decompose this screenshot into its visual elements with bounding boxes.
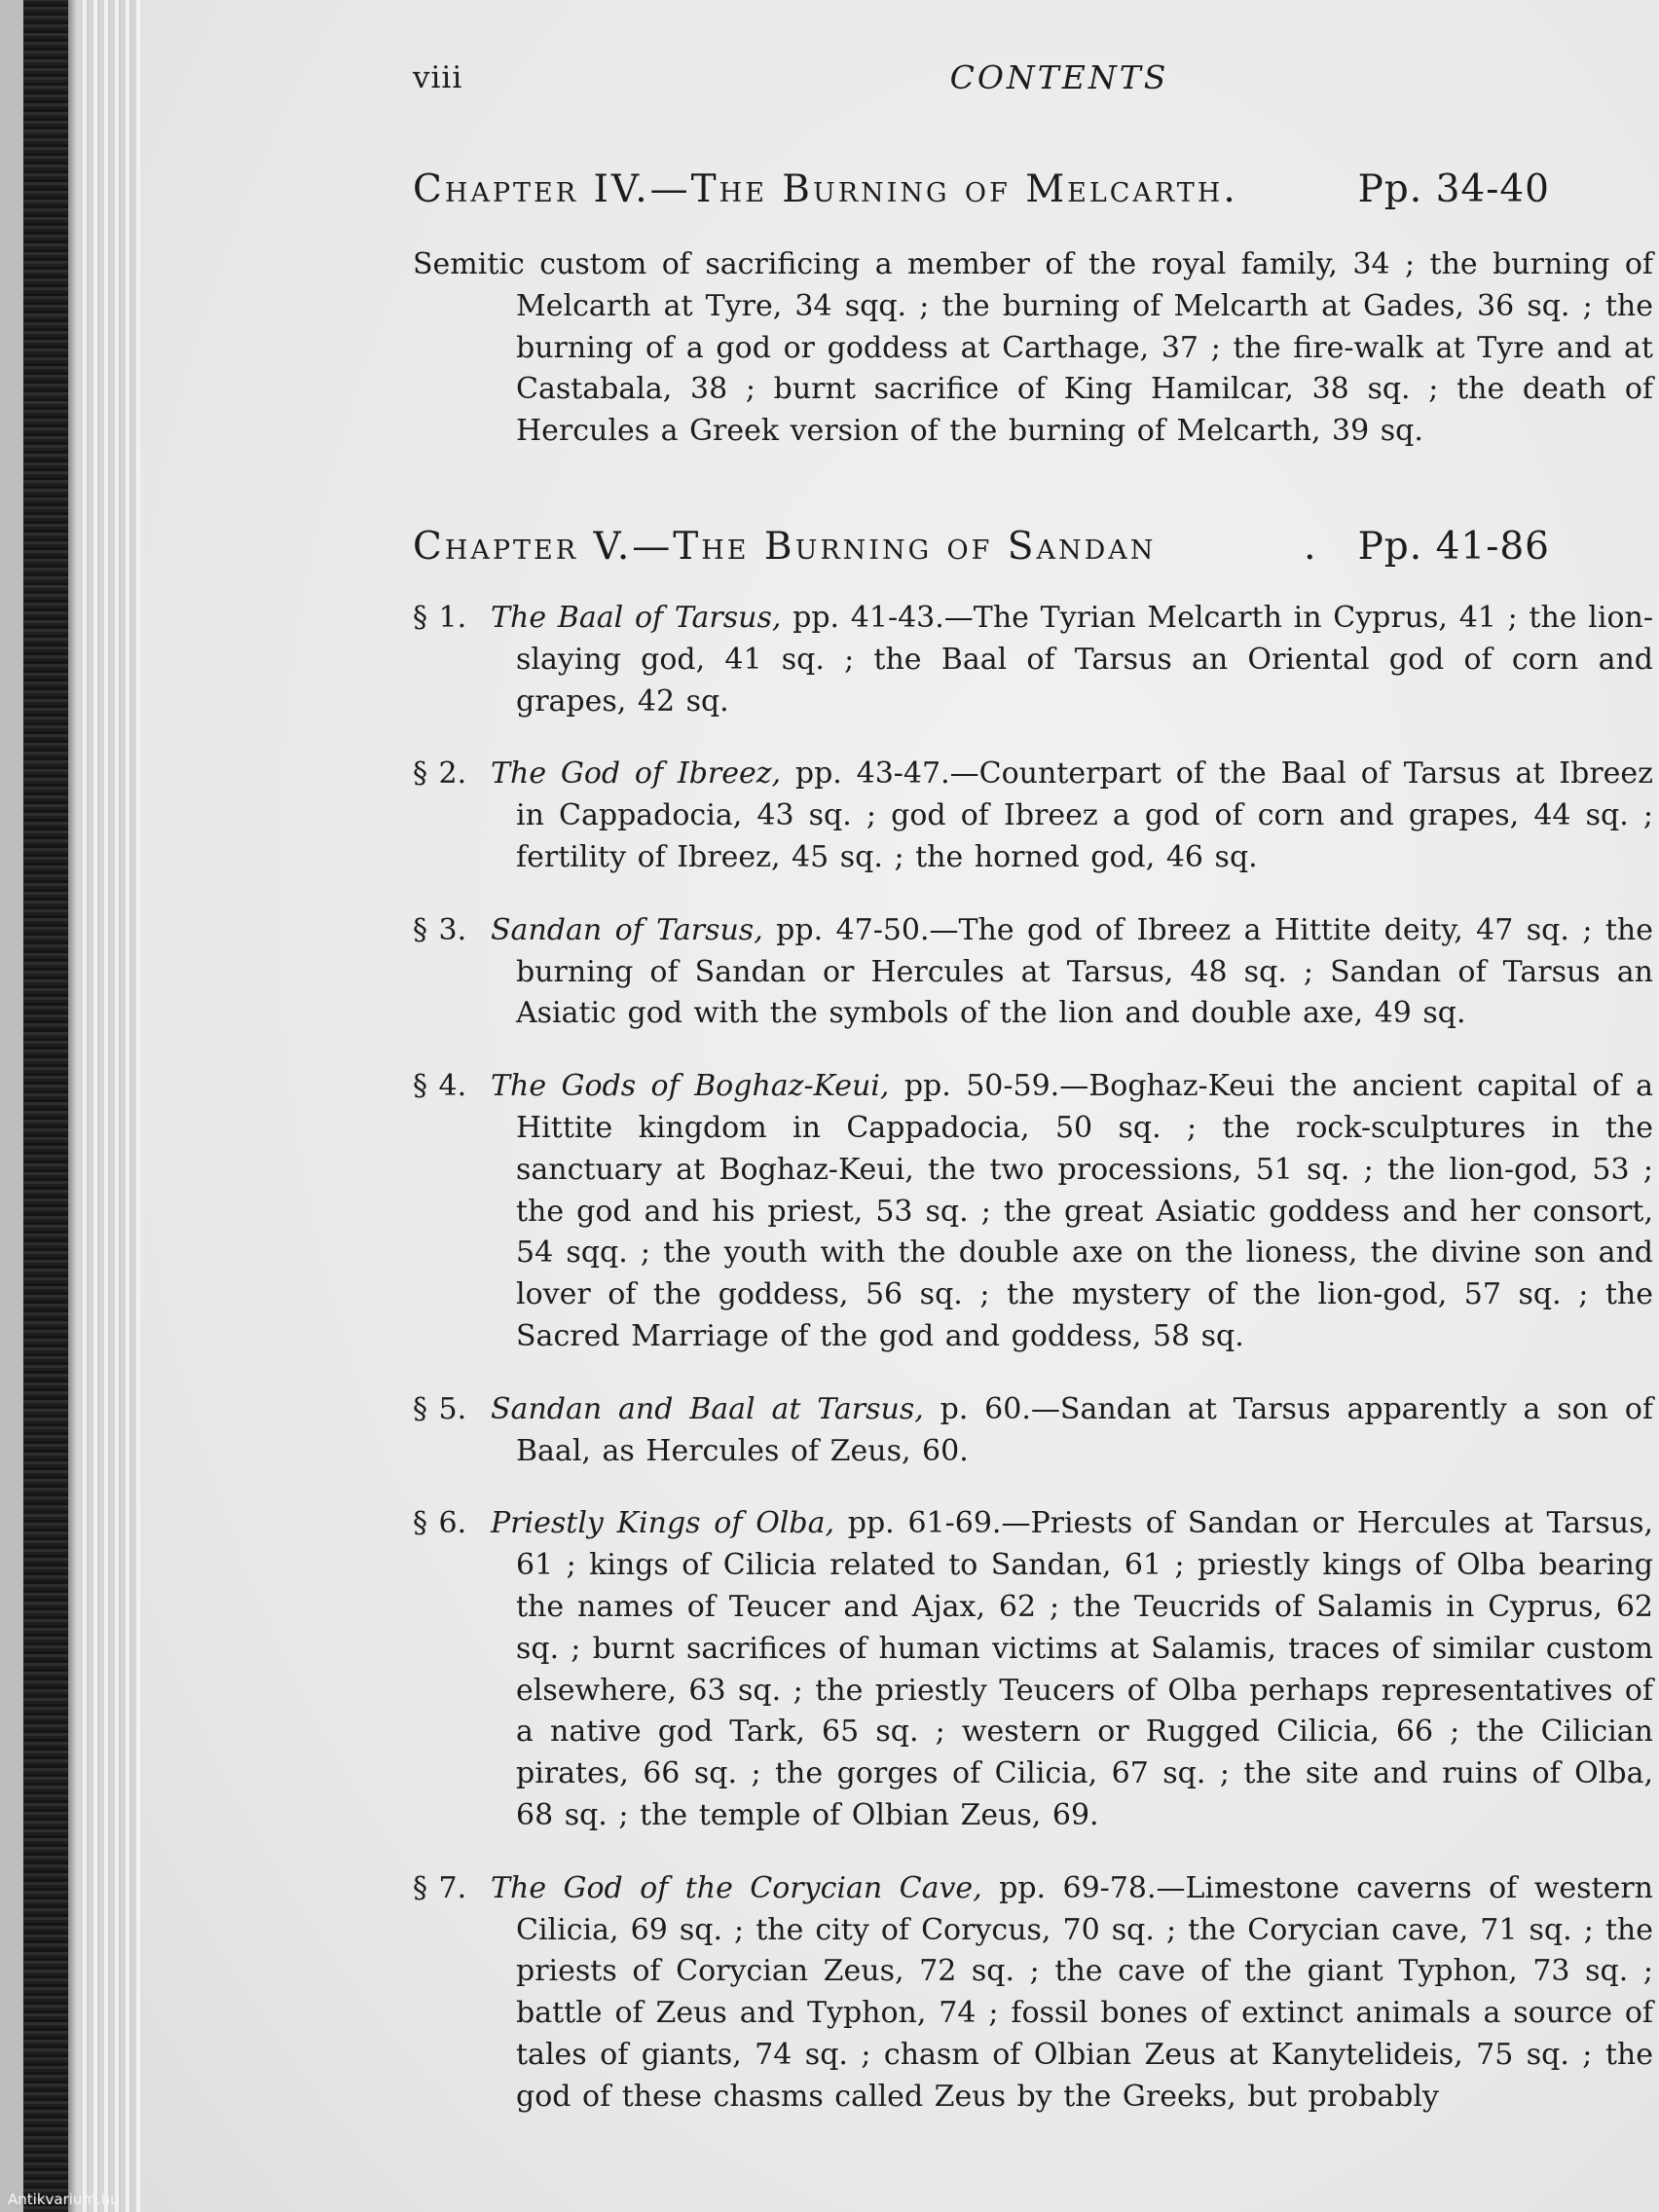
chapter-5-pages: Pp. 41-86 bbox=[1357, 524, 1550, 569]
section-text: pp. 43-47.—Counterpart of the Baal of Tarsus at Ibreez in Cappadocia, 43 sq. ; god of Ibreez a god of corn and grapes, 44 sq. ; fertility of Ibreez, 45 sq. ; the horned god, 46 sq. bbox=[516, 756, 1653, 874]
page-content bbox=[271, 53, 1653, 2118]
chapter-4-title: Chapter IV.—The Burning of Melcarth. bbox=[413, 167, 1238, 211]
binding-edge bbox=[68, 0, 78, 2212]
section-5 bbox=[413, 1389, 1653, 1473]
section-title: Sandan and Baal at Tarsus, bbox=[491, 1391, 924, 1426]
section-3 bbox=[413, 910, 1653, 1035]
chapter-5-leader: . bbox=[1304, 524, 1319, 569]
section-title: Sandan of Tarsus, bbox=[491, 912, 763, 947]
section-number: § 2. bbox=[413, 756, 467, 792]
section-2 bbox=[413, 754, 1653, 878]
chapter-5-heading bbox=[413, 525, 1550, 569]
chapter-4-pages: Pp. 34-40 bbox=[1357, 167, 1550, 211]
section-title: The God of Ibreez, bbox=[491, 756, 782, 792]
section-title: The God of the Corycian Cave, bbox=[491, 1870, 982, 1905]
section-title: The Gods of Boghaz-Keui, bbox=[491, 1069, 890, 1104]
section-number: § 4. bbox=[413, 1069, 467, 1104]
section-number: § 7. bbox=[413, 1870, 467, 1905]
section-text: p. 60.—Sandan at Tarsus apparently a son of Baal, as Hercules of Zeus, 60. bbox=[516, 1391, 1653, 1468]
running-head bbox=[271, 53, 1566, 111]
chapter-5-title: Chapter V.—The Burning of Sandan bbox=[413, 524, 1157, 569]
section-number: § 6. bbox=[413, 1506, 467, 1541]
book-binding bbox=[0, 0, 78, 2212]
section-text: pp. 69-78.—Limestone caverns of western Cilicia, 69 sq. ; the city of Corycus, 70 sq. ; the Corycian cave, 71 sq. ; the priests of Corycian Zeus, 72 sq. ; the cave of the giant Typhon, 73 sq. ; battle of Zeus and Typhon, 74 ; fossil bones of extinct animals a source of tales of giants, 74 sq. ; chasm of Olbian Zeus at Kanytelideis, 75 sq. ; the god of these chasms called Zeus by the Greeks, but probably bbox=[516, 1870, 1653, 2114]
page-edges bbox=[78, 0, 140, 2212]
section-text: pp. 50-59.—Boghaz-Keui the ancient capital of a Hittite kingdom in Cappadocia, 50 sq. ; the rock-sculptures in the sanctuary at Boghaz-Keui, the two processions, 51 sq. ; the lion-god, 53 ; the god and his priest, 53 sq. ; the great Asiatic goddess and her consort, 54 sqq. ; the youth with the double axe on the lioness, the divine son and lover of the goddess, 56 sq. ; the mystery of the lion-god, 57 sq. ; the Sacred Marriage of the god and goddess, 58 sq. bbox=[516, 1069, 1653, 1353]
section-6 bbox=[413, 1503, 1653, 1836]
chapter-4-heading bbox=[413, 167, 1550, 211]
section-text: pp. 47-50.—The god of Ibreez a Hittite deity, 47 sq. ; the burning of Sandan or Hercules at Tarsus, 48 sq. ; Sandan of Tarsus an Asiatic god with the symbols of the lion and double axe, 49 sq. bbox=[516, 912, 1653, 1031]
section-number: § 3. bbox=[413, 912, 467, 947]
section-title: Priestly Kings of Olba, bbox=[491, 1506, 835, 1541]
watermark: Antikvarium.hu bbox=[8, 2191, 120, 2208]
page-number: viii bbox=[413, 60, 463, 95]
section-7 bbox=[413, 1868, 1653, 2119]
section-4 bbox=[413, 1066, 1653, 1358]
section-number: § 1. bbox=[413, 600, 467, 635]
book-spine bbox=[23, 0, 68, 2212]
section-1 bbox=[413, 598, 1653, 722]
section-title: The Baal of Tarsus, bbox=[491, 600, 782, 635]
chapter-4-summary: Semitic custom of sacrificing a member of the royal family, 34 ; the burning of Melcarth at Tyre, 34 sqq. ; the burning of Melcarth at Gades, 36 sq. ; the burning of a god or goddess at Carthage, 37 ; the fire-walk at Tyre and at Castabala, 38 ; burnt sacrifice of King Hamilcar, 38 sq. ; the death of Hercules a Greek version of the burning of Melcarth, 39 sq. bbox=[413, 247, 1653, 449]
section-text: pp. 41-43.—The Tyrian Melcarth in Cyprus, 41 ; the lion-slaying god, 41 sq. ; the Baal of Tarsus an Oriental god of corn and grapes, 42 sq. bbox=[516, 600, 1653, 719]
section-number: § 5. bbox=[413, 1391, 467, 1426]
section-text: pp. 61-69.—Priests of Sandan or Hercules at Tarsus, 61 ; kings of Cilicia related to Sandan, 61 ; priestly kings of Olba bearing the names of Teucer and Ajax, 62 ; the Teucrids of Salamis in Cyprus, 62 sq. ; burnt sacrifices of human victims at Salamis, traces of similar custom elsewhere, 63 sq. ; the priestly Teucers of Olba perhaps representatives of a native god Tark, 65 sq. ; western or Rugged Cilicia, 66 ; the Cilician pirates, 66 sq. ; the gorges of Cilicia, 67 sq. ; the site and ruins of Olba, 68 sq. ; the temple of Olbian Zeus, 69. bbox=[516, 1506, 1653, 1832]
running-title: CONTENTS bbox=[949, 58, 1169, 96]
